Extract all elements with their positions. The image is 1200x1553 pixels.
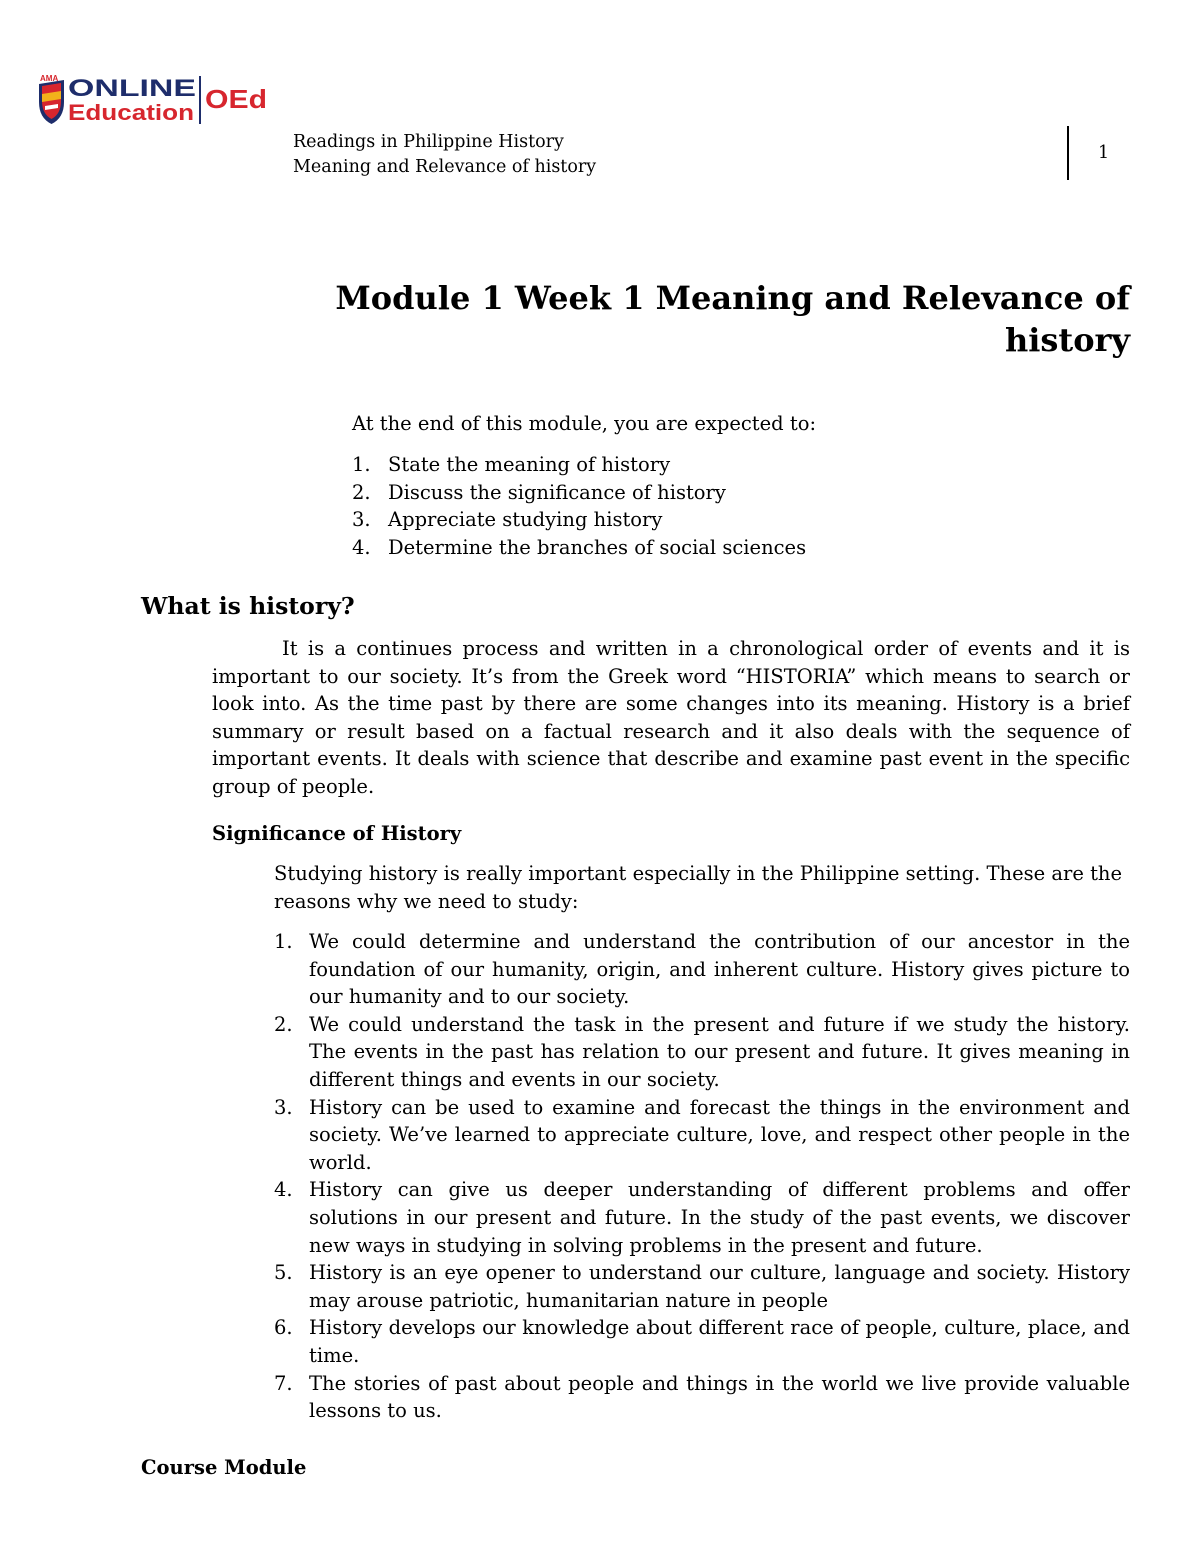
- list-item-text: We could determine and understand the contribution of our ancestor in the foundation of our humanity, origin, and inherent culture. History gives picture to our humanity and to our society.: [309, 930, 1130, 1009]
- logo-graphic: [36, 72, 276, 128]
- list-number: 2.: [352, 480, 371, 504]
- list-item: [352, 479, 1152, 507]
- logo-online-text: ONLINE: [68, 75, 196, 102]
- list-item-text: History develops our knowledge about different race of people, culture, place, and time.: [309, 1316, 1130, 1367]
- list-number: 3.: [352, 508, 371, 531]
- list-item: [274, 1176, 1130, 1259]
- list-item-text: State the meaning of history: [388, 453, 671, 476]
- list-item-text: History can give us deeper understanding of different problems and offer solutions in our present and future. In the study of the past events, we discover new ways in studying in solving problems in the present and future.: [309, 1178, 1130, 1257]
- list-item: [352, 451, 1152, 479]
- list-item-text: Appreciate studying history: [388, 508, 663, 531]
- online-education-logo: [36, 72, 276, 128]
- header-topic: Meaning and Relevance of history: [293, 157, 597, 177]
- list-item: [274, 1314, 1130, 1369]
- objectives-intro: At the end of this module, you are expected to:: [352, 412, 817, 435]
- list-number: 3.: [274, 1095, 293, 1119]
- footer-course-module: Course Module: [141, 1456, 307, 1479]
- list-item: [274, 1094, 1130, 1177]
- list-item: [274, 1259, 1130, 1314]
- shield-icon: [39, 80, 64, 124]
- list-item: [352, 534, 1152, 562]
- list-number: 7.: [274, 1371, 293, 1395]
- significance-intro: Studying history is really important especially in the Philippine setting. These are the reasons why we need to study:: [274, 862, 1123, 913]
- list-number: 2.: [274, 1012, 293, 1036]
- running-header: [293, 130, 596, 180]
- logo-education-text: Education: [68, 100, 194, 125]
- significance-reasons-list: [274, 928, 1130, 1425]
- list-number: 1.: [352, 453, 371, 476]
- list-item-text: History can be used to examine and forecast the things in the environment and society. We’ve learned to appreciate culture, love, and respect other people in the world.: [309, 1095, 1130, 1174]
- significance-heading: Significance of History: [212, 822, 462, 845]
- logo-oed-text: OEd: [205, 84, 267, 114]
- page-number: 1: [1098, 143, 1110, 163]
- list-item: [352, 506, 1152, 534]
- section-heading-what-is-history: What is history?: [141, 592, 355, 620]
- list-number: 6.: [274, 1316, 293, 1340]
- logo-divider: [199, 76, 201, 124]
- list-number: 4.: [274, 1178, 293, 1202]
- objectives-list: [352, 451, 1152, 561]
- list-item-text: Determine the branches of social sciences: [388, 535, 807, 559]
- header-divider: [1067, 126, 1069, 180]
- list-item: [274, 1011, 1130, 1094]
- list-item: [274, 928, 1130, 1011]
- ama-mark: AMA: [40, 74, 59, 83]
- list-item: [274, 1370, 1130, 1425]
- list-item-text: We could understand the task in the present and future if we study the history. The events in the past has relation to our present and future. It gives meaning in different things and events in our society.: [309, 1012, 1130, 1091]
- list-number: 1.: [274, 930, 293, 953]
- list-item-text: Discuss the significance of history: [388, 480, 726, 504]
- list-item-text: History is an eye opener to understand our culture, language and society. History may arouse patriotic, humanitarian nature in people: [309, 1261, 1130, 1312]
- header-course-title: Readings in Philippine History: [293, 132, 564, 152]
- list-number: 4.: [352, 535, 371, 559]
- list-number: 5.: [274, 1261, 293, 1285]
- page-title-line-2: history: [1004, 321, 1130, 359]
- page-title-line-1: Module 1 Week 1 Meaning and Relevance of: [335, 279, 1130, 317]
- history-definition-paragraph: It is a continues process and written in a chronological order of events and it is important to our society. It’s from the Greek word “HISTORIA” which means to search or look into. As the time past by there are some changes into its meaning. History is a brief summary or result based on a factual research and it also deals with the sequence of important events. It deals with science that describe and examine past event in the specific group of people.: [212, 637, 1130, 798]
- list-item-text: The stories of past about people and things in the world we live provide valuable lessons to us.: [309, 1371, 1130, 1423]
- page-title: [310, 277, 1130, 361]
